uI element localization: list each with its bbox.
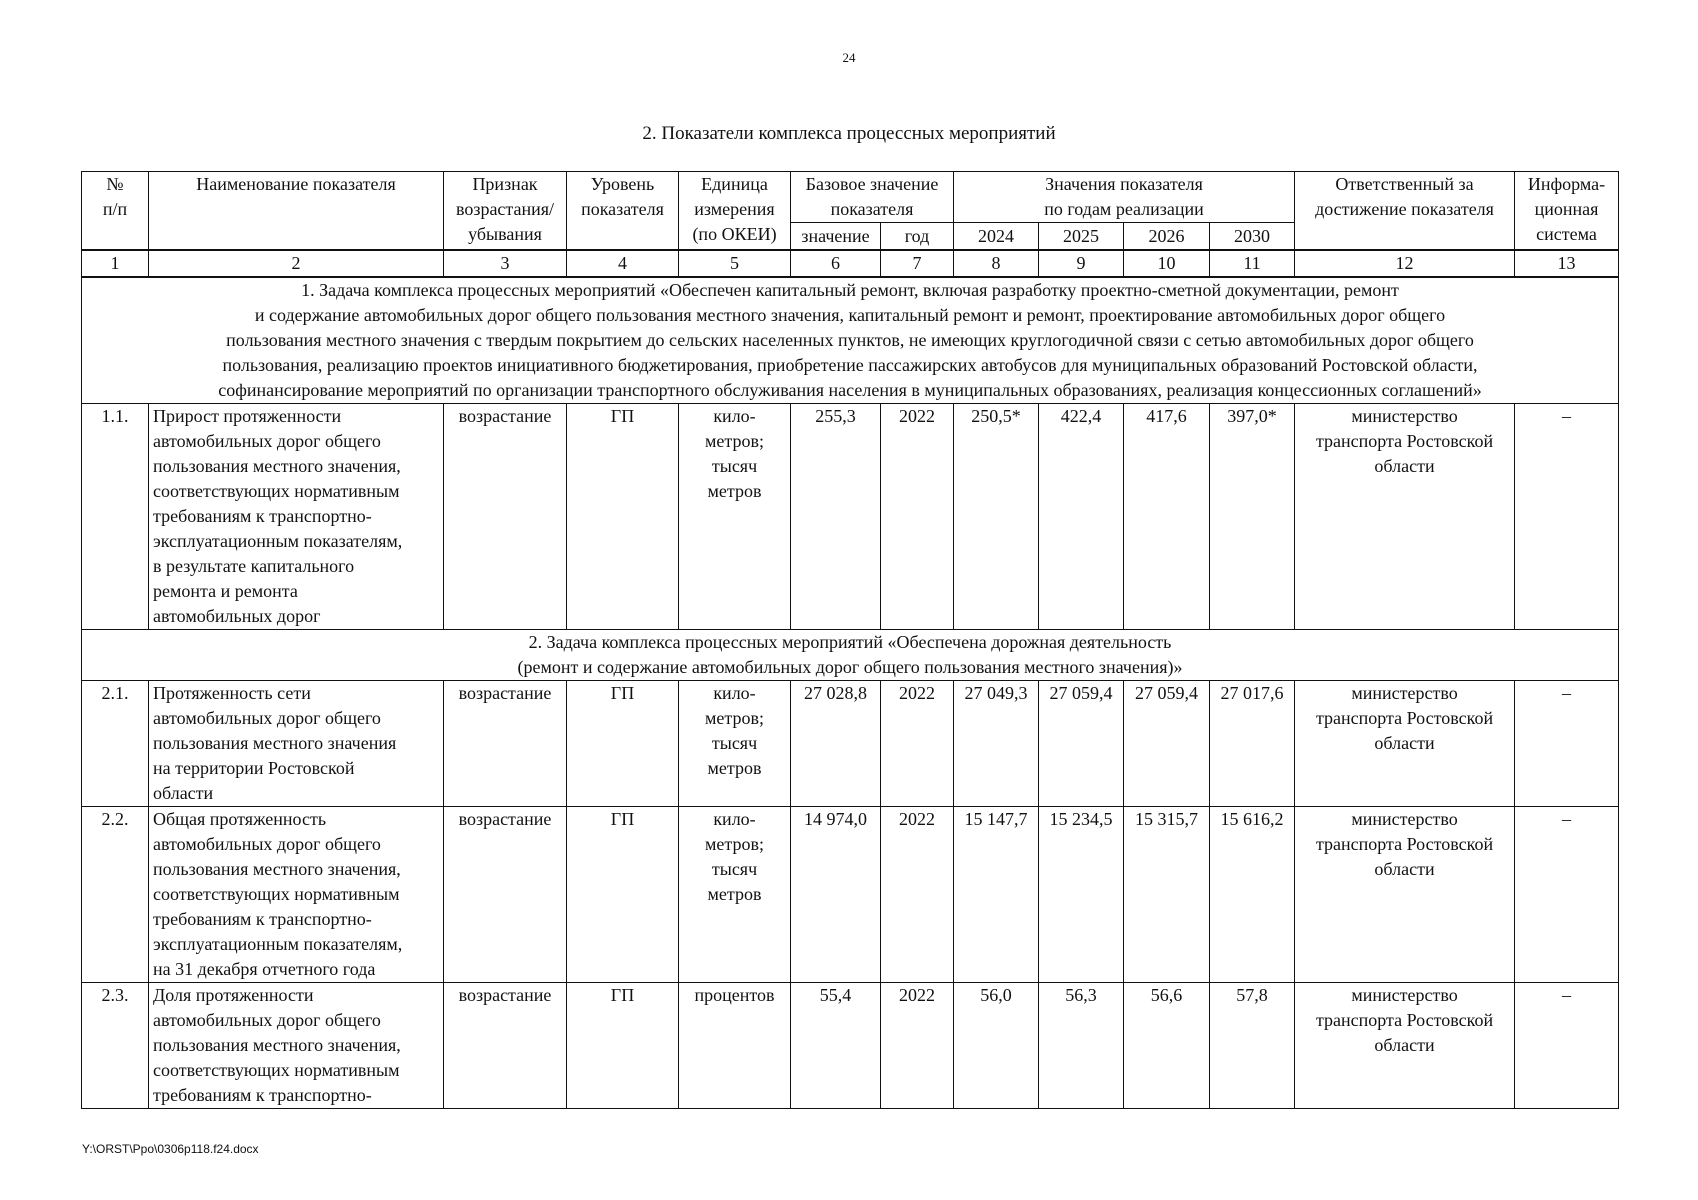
row-base-value: 27 028,8 bbox=[791, 681, 881, 807]
column-number: 3 bbox=[444, 250, 567, 277]
header-infosystem: Информа- ционная система bbox=[1515, 172, 1619, 251]
indicators-table bbox=[81, 171, 1619, 1109]
row-base-value: 55,4 bbox=[791, 983, 881, 1109]
row-level: ГП bbox=[567, 404, 679, 630]
section-title: 1. Задача комплекса процессных мероприятий «Обеспечен капитальный ремонт, включая разработку проектно-сметной документации, ремонт и содержание автомобильных дорог общего пользования местного значения, капитальный ремонт и ремонт, проектирование автомобильных дорог общего пользования местного значения с твердым покрытием до сельских населенных пунктов, не имеющих круглогодичной связи с сетью автомобильных дорог общего пользования, реализацию проектов инициативного бюджетирования, приобретение пассажирских автобусов для муниципальных образований Ростовской области, софинансирование мероприятий по организации транспортного обслуживания населения в муниципальных образованиях, реализация концессионных соглашений» bbox=[82, 277, 1619, 404]
row-infosystem: – bbox=[1515, 983, 1619, 1109]
row-base-year: 2022 bbox=[881, 404, 954, 630]
row-level: ГП bbox=[567, 681, 679, 807]
row-unit: кило- метров; тысяч метров bbox=[679, 807, 791, 983]
row-unit: процентов bbox=[679, 983, 791, 1109]
row-sign: возрастание bbox=[444, 983, 567, 1109]
row-num: 1.1. bbox=[82, 404, 149, 630]
section-row bbox=[82, 630, 1619, 681]
row-value-2024: 27 049,3 bbox=[954, 681, 1039, 807]
column-number: 4 bbox=[567, 250, 679, 277]
row-name: Доля протяженности автомобильных дорог общего пользования местного значения, соответствующих нормативным требованиям к транспортно- bbox=[149, 983, 444, 1109]
section-row bbox=[82, 277, 1619, 404]
column-number: 8 bbox=[954, 250, 1039, 277]
table-row bbox=[82, 681, 1619, 807]
column-number: 1 bbox=[82, 250, 149, 277]
row-responsible: министерство транспорта Ростовской области bbox=[1295, 404, 1515, 630]
row-value-2030: 57,8 bbox=[1210, 983, 1295, 1109]
row-value-2025: 56,3 bbox=[1039, 983, 1124, 1109]
row-value-2024: 250,5* bbox=[954, 404, 1039, 630]
row-value-2026: 417,6 bbox=[1124, 404, 1210, 630]
table-row bbox=[82, 807, 1619, 983]
column-number: 6 bbox=[791, 250, 881, 277]
header-base: Базовое значение показателя bbox=[791, 172, 954, 223]
header-base-value: значение bbox=[791, 223, 881, 251]
header-values: Значения показателя по годам реализации bbox=[954, 172, 1295, 223]
row-base-value: 14 974,0 bbox=[791, 807, 881, 983]
table-row bbox=[82, 404, 1619, 630]
row-value-2025: 422,4 bbox=[1039, 404, 1124, 630]
row-infosystem: – bbox=[1515, 807, 1619, 983]
row-responsible: министерство транспорта Ростовской области bbox=[1295, 983, 1515, 1109]
row-responsible: министерство транспорта Ростовской области bbox=[1295, 681, 1515, 807]
row-sign: возрастание bbox=[444, 404, 567, 630]
row-value-2026: 56,6 bbox=[1124, 983, 1210, 1109]
row-sign: возрастание bbox=[444, 807, 567, 983]
row-base-year: 2022 bbox=[881, 983, 954, 1109]
row-value-2025: 27 059,4 bbox=[1039, 681, 1124, 807]
column-number: 5 bbox=[679, 250, 791, 277]
row-base-value: 255,3 bbox=[791, 404, 881, 630]
header-base-year: год bbox=[881, 223, 954, 251]
row-value-2024: 15 147,7 bbox=[954, 807, 1039, 983]
column-number: 10 bbox=[1124, 250, 1210, 277]
header-responsible: Ответственный за достижение показателя bbox=[1295, 172, 1515, 251]
row-name: Общая протяженность автомобильных дорог общего пользования местного значения, соответствующих нормативным требованиям к транспортно- эксплуатационным показателям, на 31 декабря отчетного года bbox=[149, 807, 444, 983]
row-infosystem: – bbox=[1515, 681, 1619, 807]
row-name: Протяженность сети автомобильных дорог общего пользования местного значения на территории Ростовской области bbox=[149, 681, 444, 807]
header-year-2025: 2025 bbox=[1039, 223, 1124, 251]
row-value-2030: 15 616,2 bbox=[1210, 807, 1295, 983]
section-title: 2. Задача комплекса процессных мероприятий «Обеспечена дорожная деятельность (ремонт и содержание автомобильных дорог общего пользования местного значения)» bbox=[82, 630, 1619, 681]
page-title: 2. Показатели комплекса процессных мероприятий bbox=[642, 123, 1056, 144]
row-num: 2.3. bbox=[82, 983, 149, 1109]
column-number: 13 bbox=[1515, 250, 1619, 277]
header-name: Наименование показателя bbox=[149, 172, 444, 251]
row-value-2025: 15 234,5 bbox=[1039, 807, 1124, 983]
column-number: 9 bbox=[1039, 250, 1124, 277]
column-number: 2 bbox=[149, 250, 444, 277]
row-value-2024: 56,0 bbox=[954, 983, 1039, 1109]
column-number: 12 bbox=[1295, 250, 1515, 277]
row-num: 2.2. bbox=[82, 807, 149, 983]
header-unit: Единица измерения (по ОКЕИ) bbox=[679, 172, 791, 251]
row-unit: кило- метров; тысяч метров bbox=[679, 404, 791, 630]
column-number: 7 bbox=[881, 250, 954, 277]
table-row bbox=[82, 983, 1619, 1109]
header-level: Уровень показателя bbox=[567, 172, 679, 251]
column-numbers-row bbox=[82, 250, 1619, 277]
page-number: 24 bbox=[842, 50, 856, 65]
header-num: № п/п bbox=[82, 172, 149, 251]
row-value-2026: 15 315,7 bbox=[1124, 807, 1210, 983]
header-sign: Признак возрастания/ убывания bbox=[444, 172, 567, 251]
row-sign: возрастание bbox=[444, 681, 567, 807]
row-base-year: 2022 bbox=[881, 807, 954, 983]
header-year-2030: 2030 bbox=[1210, 223, 1295, 251]
row-infosystem: – bbox=[1515, 404, 1619, 630]
row-num: 2.1. bbox=[82, 681, 149, 807]
row-value-2030: 27 017,6 bbox=[1210, 681, 1295, 807]
row-responsible: министерство транспорта Ростовской области bbox=[1295, 807, 1515, 983]
row-level: ГП bbox=[567, 807, 679, 983]
header-year-2024: 2024 bbox=[954, 223, 1039, 251]
row-value-2026: 27 059,4 bbox=[1124, 681, 1210, 807]
row-unit: кило- метров; тысяч метров bbox=[679, 681, 791, 807]
header-row bbox=[82, 172, 1619, 223]
row-value-2030: 397,0* bbox=[1210, 404, 1295, 630]
column-number: 11 bbox=[1210, 250, 1295, 277]
row-base-year: 2022 bbox=[881, 681, 954, 807]
row-name: Прирост протяженности автомобильных дорог общего пользования местного значения, соответствующих нормативным требованиям к транспортно- эксплуатационным показателям, в результате капитального ремонта и ремонта автомобильных дорог bbox=[149, 404, 444, 630]
header-year-2026: 2026 bbox=[1124, 223, 1210, 251]
file-path-footer: Y:\ORST\Ppo\0306p118.f24.docx bbox=[82, 1142, 259, 1156]
row-level: ГП bbox=[567, 983, 679, 1109]
